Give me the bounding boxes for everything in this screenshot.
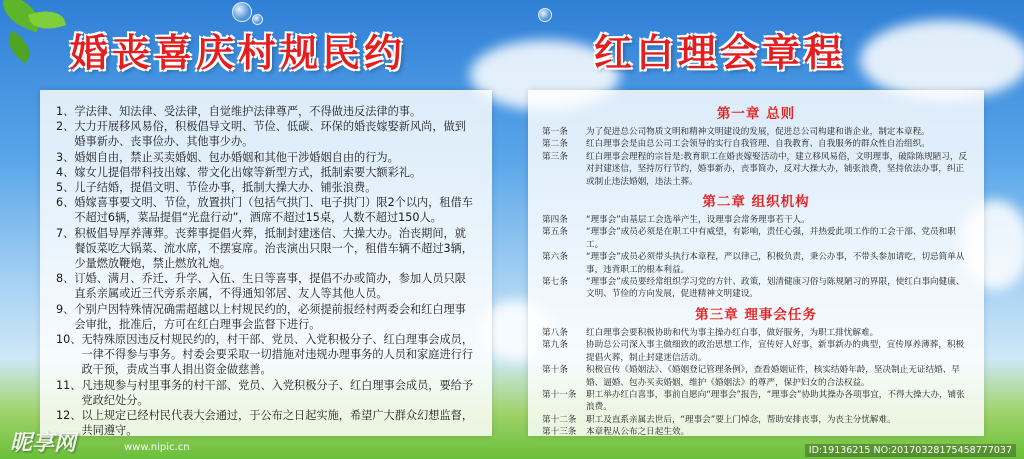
article-number: 第八条 — [542, 327, 568, 338]
right-title: 红白理会章程 — [594, 31, 847, 75]
list-item — [56, 165, 474, 180]
list-item — [56, 150, 474, 165]
article — [542, 251, 970, 276]
article-text: “理事会”由基层工会选举产生，设理事会常务理事若干人。 — [586, 215, 810, 226]
article-number: 第十一条 — [542, 389, 577, 400]
chapter-heading: 第一章 总则 — [716, 106, 796, 122]
item-number: 3、 — [56, 150, 75, 164]
list-item — [56, 302, 474, 332]
list-item — [56, 332, 474, 378]
item-text: 婚嫁喜事要文明、节俭，放置拱门（包括气拱门、电子拱门）限2个以内，租借车不超过6辆，菜品提倡“光盘行动”，酒席不超过15桌，人数不超过150人。 — [74, 196, 473, 225]
cloud — [860, 20, 1024, 100]
item-text: 大力开展移风易俗，积极倡导文明、节俭、低碳、环保的婚丧嫁娶新风尚，做到婚事新办、丧事俭办、其他事少办。 — [74, 120, 466, 149]
article-text: “理事会”成员要经常组织学习党的方针、政策，划清健康习俗与陈规陋习的界限，使红白事向健康、文明、节俭的方向发展，促进精神文明建设。 — [586, 277, 965, 300]
charter-content — [542, 100, 970, 439]
item-text: 凡违规参与村里事务的村干部、党员、入党积极分子、红白理事会成员，要给予党政纪处分。 — [81, 378, 474, 407]
chapter-heading: 第三章 理事会任务 — [695, 306, 817, 323]
article — [542, 126, 970, 138]
article-number: 第七条 — [542, 277, 568, 288]
article — [542, 339, 970, 364]
list-item — [56, 195, 474, 225]
bubble-decoration — [538, 8, 552, 22]
village-rules-list — [56, 104, 474, 438]
article — [542, 327, 970, 339]
list-item — [56, 180, 474, 195]
list-item — [56, 408, 474, 438]
item-number: 2、 — [56, 120, 75, 134]
article — [542, 276, 970, 301]
article — [542, 364, 970, 389]
item-number: 8、 — [56, 272, 75, 286]
item-text: 无特殊原因违反村规民约的，村干部、党员、入党积极分子、红白理事会成员，一律不得参与事务。村委会要采取一切措施对违规办理事务的人员和家庭进行行政干预，责成当事人捐出资金做慈善。 — [81, 333, 474, 377]
item-text: 嫁女儿提倡带科技出嫁、带文化出嫁等新型方式，抵制索要大额彩礼。 — [74, 165, 422, 179]
article — [542, 389, 970, 414]
article-text: 职工及直系亲属去世后，“理事会”要上门悼念，帮助安排丧事，为丧主分忧解难。 — [586, 414, 896, 425]
chapter-heading: 第二章 组织机构 — [702, 194, 810, 211]
item-number: 7、 — [56, 226, 75, 240]
item-text: 个别户因特殊情况确需超越以上村规民约的，必须提前报经村两委会和红白理事会审批，批准后，方可在红白理事会监督下进行。 — [74, 302, 466, 331]
article-text: 职工举办红白喜事，事前自愿向“理事会”报告，“理事会”协助其操办各项事宜，不得大操大办，铺张浪费。 — [586, 389, 965, 413]
item-text: 婚姻自由，禁止买卖婚姻、包办婚姻和其他干涉婚姻自由的行为。 — [74, 150, 399, 164]
article-number: 第九条 — [542, 340, 568, 351]
article-text: 协助总公司深入事主做细致的政治思想工作，宣传好人好事，新事新办的典型，宣传厚养薄葬，积极提倡火葬，制止封建迷信活动。 — [586, 340, 965, 363]
article-number: 第四条 — [542, 215, 568, 226]
list-item — [56, 378, 474, 408]
article — [542, 214, 970, 226]
article — [542, 138, 970, 150]
article-number: 第二条 — [542, 139, 568, 150]
article-number: 第六条 — [542, 252, 568, 263]
article-number: 第十二条 — [542, 414, 577, 425]
item-number: 5、 — [56, 181, 75, 195]
item-text: 学法律、知法律、受法律，自觉维护法律尊严，不得做违反法律的事。 — [74, 105, 422, 118]
item-number: 4、 — [56, 165, 75, 179]
item-text: 积极倡导厚养薄葬。丧葬事提倡火葬，抵制封建迷信、大操大办。治丧期间，就餐饭菜吃大锅菜、流水席，不摆宴席。治丧演出只限一个，租借车辆不超过3辆，少量燃放鞭炮，禁止燃放礼炮。 — [74, 226, 473, 271]
article-text: 红白理事会要积极协助和代为事主操办红白事，做好服务，为职工排忧解难。 — [586, 327, 879, 338]
watermark-url: www.nipic.cn — [124, 442, 190, 453]
item-text: 以上规定已经村民代表大会通过，于公布之日起实施，希望广大群众幻想监督，共同遵守。 — [81, 409, 474, 438]
bubble-decoration — [232, 2, 252, 22]
article — [542, 226, 970, 251]
article-text: 本章程从公布之日起生效。 — [586, 427, 690, 438]
article-number: 第十条 — [542, 365, 568, 376]
item-number: 11、 — [56, 378, 82, 392]
image-id-label: ID:19136215 NO:20170328175458777037 — [805, 444, 1016, 457]
article-number: 第十三条 — [542, 427, 577, 438]
article-text: 积极宣传《婚姻法》、《婚姻登记管理条例》，查看婚姻证件，核实结婚年龄，坚决制止无证结婚、早婚、逼婚、包办买卖婚姻，维护《婚姻法》的尊严，保护妇女的合法权益。 — [586, 365, 960, 388]
article — [542, 151, 970, 188]
item-number: 1、 — [56, 105, 75, 118]
article — [542, 414, 970, 426]
article-number: 第五条 — [542, 227, 568, 238]
list-item — [56, 271, 474, 301]
list-item — [56, 226, 474, 272]
article-text: 红白理事会是由总公司工会领导的实行自我管理、自我教育、自我服务的群众性自治组织。 — [586, 139, 930, 150]
article-number: 第一条 — [542, 127, 568, 137]
article-text: 红白理事会理程的宗旨是:教育职工在婚丧嫁娶活动中，建立移风易俗，文明理事，破除陈规陋习，反对封建迷信，坚持厉行节约，婚事新办，丧事简办，反对大操大办，铺张浪费，坚持依法办事，纠正或制止违法婚姻，违法土葬。 — [586, 151, 968, 187]
item-number: 12、 — [56, 409, 82, 423]
item-number: 10、 — [56, 333, 82, 347]
list-item — [56, 104, 474, 119]
item-number: 9、 — [56, 302, 75, 316]
item-number: 6、 — [56, 196, 75, 210]
item-text: 儿子结婚，提倡文明、节俭办事，抵制大操大办、铺张浪费。 — [74, 181, 377, 195]
leaf-decoration — [2, 30, 37, 63]
item-text: 订婚、满月、乔迁、升学、入伍、生日等喜事，提倡不办或简办，参加人员只限直系亲属或近三代旁系亲属，不得通知邻居、友人等其他人员。 — [74, 272, 466, 301]
article-text: 为了促进总公司物质文明和精神文明建设的发展，促进总公司构建和谐企业，制定本章程。 — [586, 127, 930, 137]
article-text: “理事会”成员必须带头执行本章程，严以律己，积极负责，秉公办事，不带头参加请吃，切忌简单从事，违背职工的根本利益。 — [586, 252, 965, 275]
left-title: 婚丧喜庆村规民约 — [70, 31, 407, 75]
article-number: 第三条 — [542, 151, 568, 162]
article — [542, 426, 970, 438]
watermark-logo: 昵享网 — [10, 431, 77, 456]
article-text: “理事会”成员必须是在职工中有威望，有影响，责任心强，并热爱此项工作的工会干部、党员和职工。 — [586, 227, 956, 250]
list-item — [56, 119, 474, 149]
